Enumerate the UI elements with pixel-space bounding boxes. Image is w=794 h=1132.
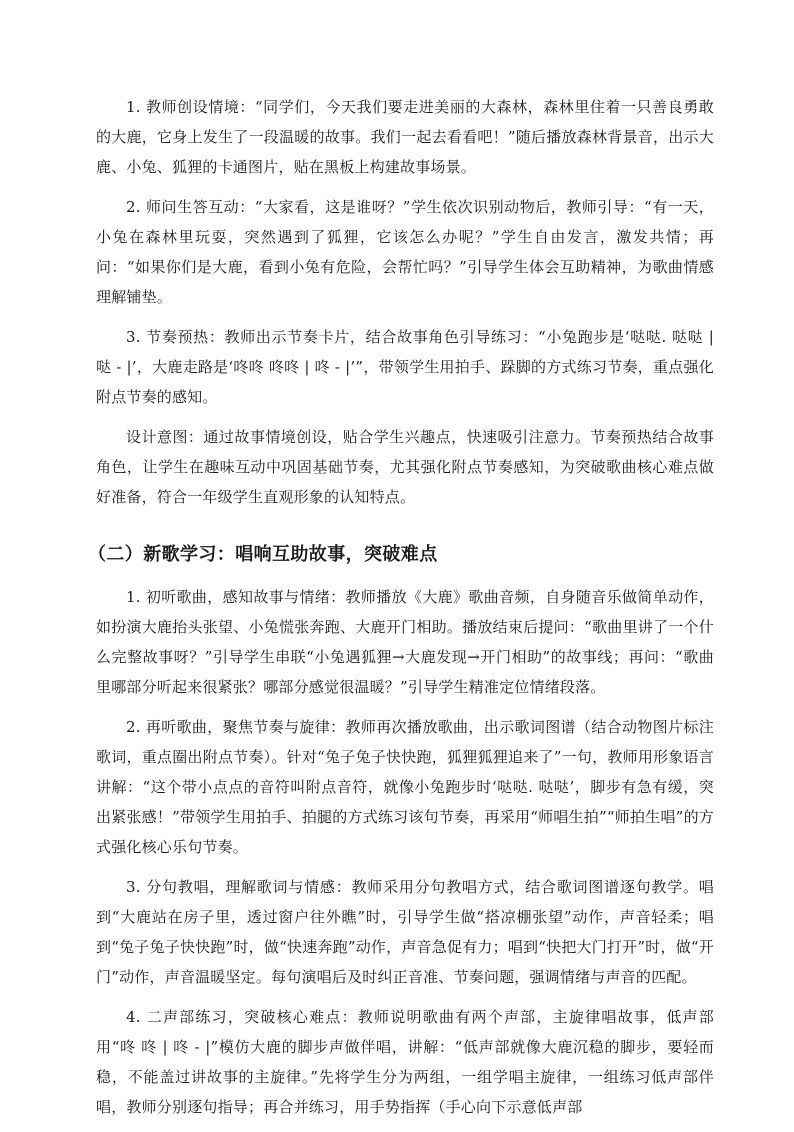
paragraph-scene-setting: 1. 教师创设情境：“同学们，今天我们要走进美丽的大森林，森林里住着一只善良勇敢的大鹿，它身上发生了一段温暖的故事。我们一起去看看吧！”随后播放森林背景音，出示大鹿、小兔、狐狸的卡通图片，贴在黑板上构建故事场景。: [96, 98, 714, 176]
paragraph-first-listen: 1. 初听歌曲，感知故事与情绪：教师播放《大鹿》歌曲音频，自身随音乐做简单动作，如扮演大鹿抬头张望、小兔慌张奔跑、大鹿开门相助。播放结束后提问：“歌曲里讲了一个什么完整故事呀？”引导学生串联“小兔遇狐狸→大鹿发现→开门相助”的故事线；再问：“歌曲里哪部分听起来很紧张？哪部分感觉很温暖？”引导学生精准定位情绪段落。: [96, 588, 714, 696]
section-heading-new-song: （二）新歌学习：唱响互助故事，突破难点: [88, 544, 438, 565]
paragraph-second-listen: 2. 再听歌曲，聚焦节奏与旋律：教师再次播放歌曲，出示歌词图谱（结合动物图片标注歌词，重点圈出附点节奏）。针对“兔子兔子快快跑，狐狸狐狸追来了”一句，教师用形象语言讲解：“这个带小点点的音符叫附点音符，就像小兔跑步时‘哒哒. 哒哒’，脚步有急有缓，突出紧张感！”带领学生用拍手、拍腿的方式练习该句节奏，再采用“师唱生拍”“师拍生唱”的方式强化核心乐句节奏。: [96, 718, 714, 856]
paragraph-qa-interaction: 2. 师问生答互动：“大家看，这是谁呀？”学生依次识别动物后，教师引导：“有一天，小兔在森林里玩耍，突然遇到了狐狸，它该怎么办呢？”学生自由发言，激发共情；再问：“如果你们是大鹿，看到小兔有危险，会帮忙吗？”引导学生体会互助精神，为歌曲情感理解铺垫。: [96, 198, 714, 306]
document-page: [88, 92, 714, 1132]
paragraph-design-intent: 设计意图：通过故事情境创设，贴合学生兴趣点，快速吸引注意力。节奏预热结合故事角色，让学生在趣味互动中巩固基础节奏，尤其强化附点节奏感知，为突破歌曲核心难点做好准备，符合一年级学生直观形象的认知特点。: [96, 428, 714, 506]
paragraph-phrase-teaching: 3. 分句教唱，理解歌词与情感：教师采用分句教唱方式，结合歌词图谱逐句教学。唱到“大鹿站在房子里，透过窗户往外瞧”时，引导学生做“搭凉棚张望”动作，声音轻柔；唱到“兔子兔子快快跑”时，做“快速奔跑”动作，声音急促有力；唱到“快把大门打开”时，做“开门”动作，声音温暖坚定。每句演唱后及时纠正音准、节奏问题，强调情绪与声音的匹配。: [96, 878, 714, 986]
paragraph-rhythm-warmup: 3. 节奏预热：教师出示节奏卡片，结合故事角色引导练习：“小兔跑步是‘哒哒. 哒哒 | 哒 - |’，大鹿走路是‘咚咚 咚咚 | 咚 - |’”，带领学生用拍手、跺脚的方式练习节奏，重点强化附点节奏的感知。: [96, 328, 714, 406]
paragraph-two-part-practice: 4. 二声部练习，突破核心难点：教师说明歌曲有两个声部，主旋律唱故事，低声部用“咚 咚 | 咚 - |”模仿大鹿的脚步声做伴唱，讲解：“低声部就像大鹿沉稳的脚步，要轻而稳，不能盖过讲故事的主旋律。”先将学生分为两组，一组学唱主旋律，一组练习低声部伴唱，教师分别逐句指导；再合并练习，用手势指挥（手心向下示意低声部: [96, 1008, 714, 1116]
